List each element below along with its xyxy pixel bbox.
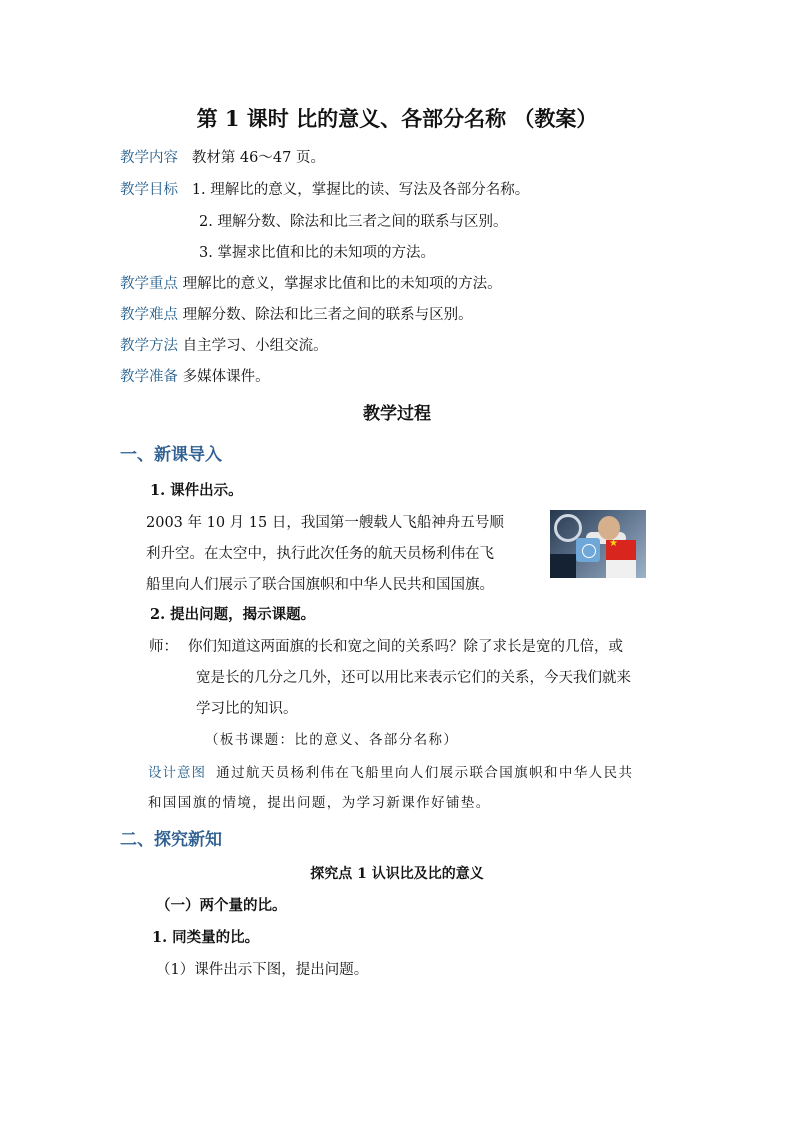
story-line: 2003 年 10 月 15 日，我国第一艘载人飞船神舟五号顺 [146, 515, 504, 531]
goal-item: 3. 掌握求比值和比的未知项的方法。 [199, 245, 435, 261]
goal-item: 1. 理解比的意义，掌握比的读、写法及各部分名称。 [191, 182, 530, 198]
teacher-line: 你们知道这两面旗的长和宽之间的关系吗？除了求长是宽的几倍，或 [188, 639, 623, 655]
content-row [120, 146, 325, 167]
sub1: （一）两个量的比。 [156, 897, 287, 914]
content-value: 教材第 46～47 页。 [191, 150, 325, 166]
key-row [120, 272, 502, 293]
section1-heading: 一、新课导入 [120, 445, 222, 465]
astronaut-flags-photo [550, 510, 646, 578]
difficulty-label: 教学难点 [120, 307, 178, 323]
design-line: 通过航天员杨利伟在飞船里向人们展示联合国旗帜和中华人民共 [216, 765, 634, 781]
prep-label: 教学准备 [120, 369, 178, 385]
goals-row [120, 178, 529, 199]
story-line: 利升空。在太空中，执行此次任务的航天员杨利伟在飞 [146, 546, 494, 562]
board-title: （板书课题：比的意义、各部分名称） [205, 732, 459, 748]
china-flag-icon [606, 540, 636, 560]
process-title: 教学过程 [363, 404, 431, 424]
section2-heading: 二、探究新知 [120, 830, 222, 850]
un-flag-icon [576, 538, 600, 562]
key-label: 教学重点 [120, 276, 178, 292]
sub3: （1）课件出示下图，提出问题。 [156, 962, 369, 978]
design-line: 和国国旗的情境，提出问题，为学习新课作好铺垫。 [148, 795, 491, 811]
story-line: 船里向人们展示了联合国旗帜和中华人民共和国国旗。 [146, 577, 494, 593]
teacher-line: 宽是长的几分之几外，还可以用比来表示它们的关系，今天我们就来 [196, 670, 631, 686]
design-row [148, 761, 633, 781]
method-label: 教学方法 [120, 338, 178, 354]
goal-item: 2. 理解分数、除法和比三者之间的联系与区别。 [199, 214, 508, 230]
difficulty-value: 理解分数、除法和比三者之间的联系与区别。 [182, 307, 473, 323]
difficulty-row [120, 303, 473, 324]
sub2: 1. 同类量的比。 [152, 929, 260, 946]
goals-label: 教学目标 [120, 182, 178, 198]
method-value: 自主学习、小组交流。 [182, 338, 328, 354]
design-label: 设计意图 [148, 765, 206, 781]
method-row [120, 334, 328, 355]
prep-row [120, 365, 270, 386]
key-value: 理解比的意义，掌握求比值和比的未知项的方法。 [182, 276, 502, 292]
teacher-line: 学习比的知识。 [196, 701, 298, 717]
prep-value: 多媒体课件。 [182, 369, 270, 385]
step1: 1. 课件出示。 [150, 482, 243, 499]
teacher-label: 师： [149, 639, 178, 655]
page-title: 第 1 课时 比的意义、各部分名称 （教案） [196, 106, 598, 131]
step2: 2. 提出问题，揭示课题。 [150, 606, 316, 623]
content-label: 教学内容 [120, 150, 178, 166]
point-title: 探究点 1 认识比及比的意义 [310, 866, 484, 882]
